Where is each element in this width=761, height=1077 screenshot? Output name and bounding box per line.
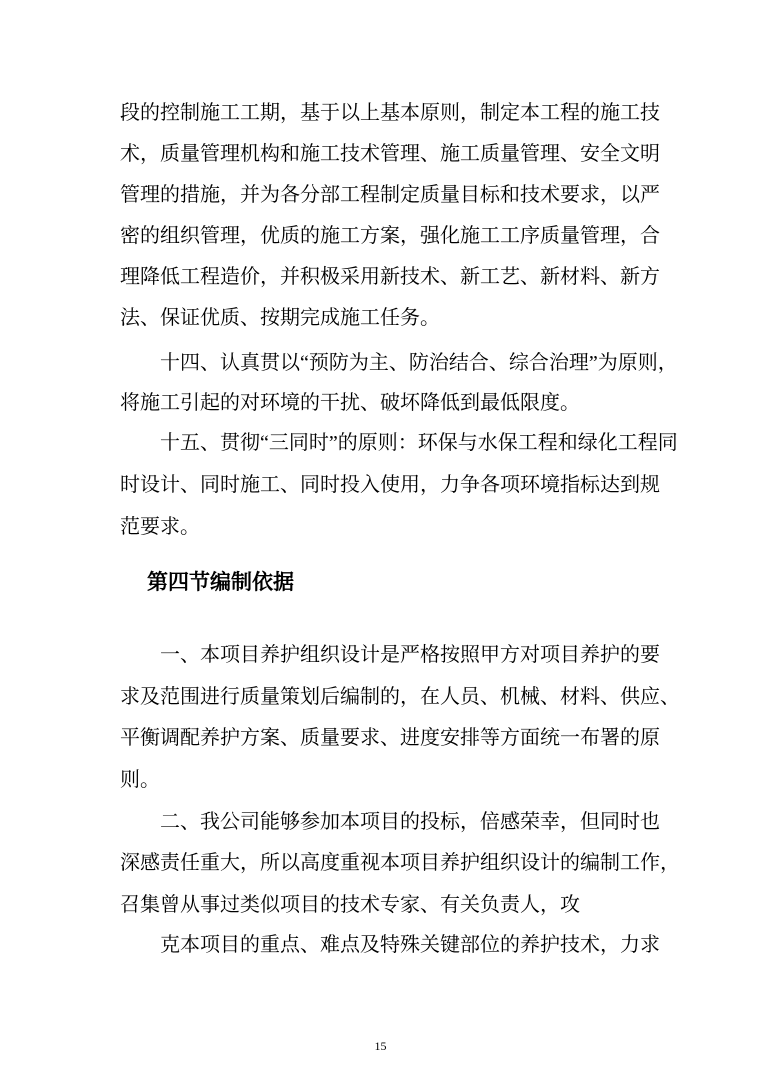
text-line: 十五、贯彻“三同时”的原则：环保与水保工程和绿化工程同 [160, 432, 678, 454]
text-line: 范要求。 [120, 516, 200, 538]
text-line: 平衡调配养护方案、质量要求、进度安排等方面统一布署的原 [120, 727, 660, 749]
text-line: 二、我公司能够参加本项目的投标，倍感荣幸，但同时也 [160, 811, 660, 833]
text-line: 管理的措施，并为各分部工程制定质量目标和技术要求，以严 [120, 184, 660, 206]
page-number: 15 [374, 1039, 387, 1053]
text-line: 段的控制施工工期，基于以上基本原则，制定本工程的施工技 [120, 102, 660, 124]
section-heading: 第四节编制依据 [147, 571, 294, 594]
text-line: 时设计、同时施工、同时投入使用，力争各项环境指标达到规 [120, 474, 660, 496]
text-line: 十四、认真贯以“预防为主、防治结合、综合治理”为原则， [160, 352, 678, 374]
text-line: 密的组织管理，优质的施工方案，强化施工工序质量管理，合 [120, 225, 660, 247]
text-line: 法、保证优质、按期完成施工任务。 [120, 307, 440, 329]
text-line: 深感责任重大，所以高度重视本项目养护组织设计的编制工作， [120, 852, 680, 874]
text-line: 求及范围进行质量策划后编制的，在人员、机械、材料、供应、 [120, 686, 680, 708]
text-line: 将施工引起的对环境的干扰、破坏降低到最低限度。 [120, 392, 580, 414]
text-line: 则。 [120, 769, 160, 791]
text-line: 理降低工程造价，并积极采用新技术、新工艺、新材料、新方 [120, 266, 660, 288]
text-line: 克本项目的重点、难点及特殊关键部位的养护技术，力求 [160, 934, 660, 956]
text-line: 一、本项目养护组织设计是严格按照甲方对项目养护的要 [160, 644, 660, 666]
text-line: 术，质量管理机构和施工技术管理、施工质量管理、安全文明 [120, 143, 660, 165]
text-line: 召集曾从事过类似项目的技术专家、有关负责人，攻 [120, 894, 580, 916]
